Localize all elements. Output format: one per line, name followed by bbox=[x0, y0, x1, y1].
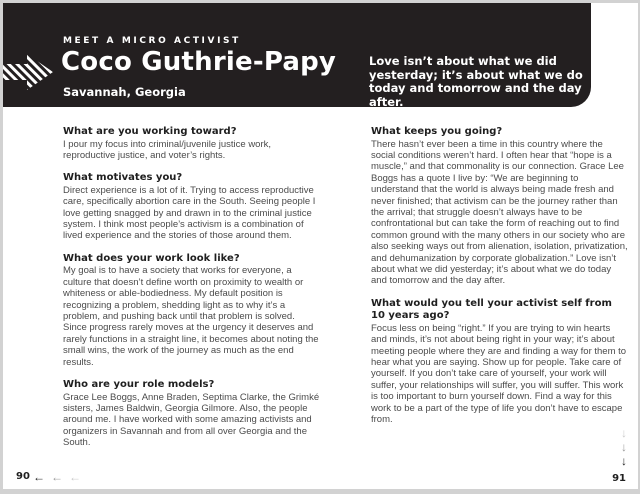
next-page-arrow-icon[interactable]: ↓ bbox=[621, 454, 627, 468]
answer-text: Direct experience is a lot of it. Trying to access reproductive care, specifically abortion care in the South. Seeing people I love getting snagged by and drawn in to the criminal justice system. I think most people’s activism is a combination of lived experience and the stories of those around them. bbox=[63, 184, 316, 242]
prev-page-arrow-icon[interactable]: ← bbox=[33, 470, 45, 484]
next-page-arrow-icon[interactable]: ↓ bbox=[621, 426, 627, 440]
page-title: Coco Guthrie-Papy bbox=[61, 47, 337, 77]
question-heading: What motivates you? bbox=[63, 172, 183, 184]
answer-text: My goal is to have a society that works for everyone, a culture that doesn’t define worth on proximity to wealth or whiteness or able-bodiedness. My default position is recognizing a problem, shedding light as to why it’s a problem, and pushing back until that problem is solved. Since progress rarely moves at the urgency it deserves and rarely functions in a straight line, it becomes about noting the small wins, the work of the journey as much as the end results. bbox=[63, 265, 319, 368]
section-kicker: MEET A MICRO ACTIVIST bbox=[63, 36, 241, 46]
answer-text: There hasn’t ever been a time in this country where the social conditions weren’t hard. I often hear that “hope is a muscle,” and that commonality is our connection. Grace Lee Boggs has a quote I live by: “We are beginning to understand that the world is always being made fresh and never finished; that activism can be the journey rather than the arrival; that struggle doesn’t always have to be confrontational but can take the form of reaching out to find common ground with the many others in our society who are also seeking ways out from alienation, isolation, privatization, and dehumanization by corporate globalization.” Love isn’t about what we did yesterday; it’s about what we do today and tomorrow and the day after. bbox=[371, 138, 628, 287]
answer-text: Grace Lee Boggs, Anne Braden, Septima Clarke, the Grimké sisters, James Baldwin, Georgia Gilmore. Also, the people around me. I have worked with some amazing activists and organizers in Savannah and from all over Georgia and the South. bbox=[63, 391, 320, 449]
page-number-right: 91 bbox=[612, 473, 626, 484]
prev-page-arrow-icon[interactable]: ← bbox=[51, 470, 63, 484]
qa-block bbox=[63, 172, 321, 242]
qa-block bbox=[371, 126, 628, 287]
next-page-arrow-icon[interactable]: ↓ bbox=[621, 440, 627, 454]
page-number-left: 90 bbox=[16, 471, 30, 482]
column-right bbox=[371, 126, 628, 436]
pull-quote: Love isn’t about what we did yesterday; it’s about what we do today and tomorrow and the day after. bbox=[369, 54, 583, 109]
prev-page-arrow-icon[interactable]: ← bbox=[69, 470, 81, 484]
qa-block bbox=[63, 379, 321, 449]
next-page-nav[interactable] bbox=[621, 427, 627, 467]
answer-text: I pour my focus into criminal/juvenile justice work, reproductive justice, and voter’s rights. bbox=[63, 138, 272, 161]
striped-right-arrow-icon bbox=[3, 52, 55, 92]
qa-block bbox=[371, 298, 628, 426]
book-page-spread bbox=[3, 3, 638, 489]
qa-block bbox=[63, 253, 321, 368]
question-heading: What are you working toward? bbox=[63, 126, 237, 137]
header-banner bbox=[3, 3, 591, 107]
answer-text: Focus less on being “right.” If you are trying to win hearts and minds, it’s not about being right in your way; it’s about meeting people where they are and finding a way for them to hear what you are saying. Show up for people. Take care of yourself. If you don’t take care of yourself, your work will suffer, your relationships will suffer, you will suffer. This work is too important to burn yourself down. Find a way for this work to be a part of the type of life you don’t have to escape from. bbox=[371, 322, 627, 426]
prev-page-nav[interactable] bbox=[33, 471, 81, 483]
question-heading: Who are your role models? bbox=[63, 379, 215, 390]
qa-block bbox=[63, 126, 321, 161]
subject-location: Savannah, Georgia bbox=[63, 85, 186, 99]
question-heading: What keeps you going? bbox=[371, 126, 503, 137]
question-heading: What would you tell your activist self from 10 years ago? bbox=[371, 297, 612, 322]
question-heading: What does your work look like? bbox=[63, 252, 240, 264]
column-left bbox=[63, 126, 321, 460]
